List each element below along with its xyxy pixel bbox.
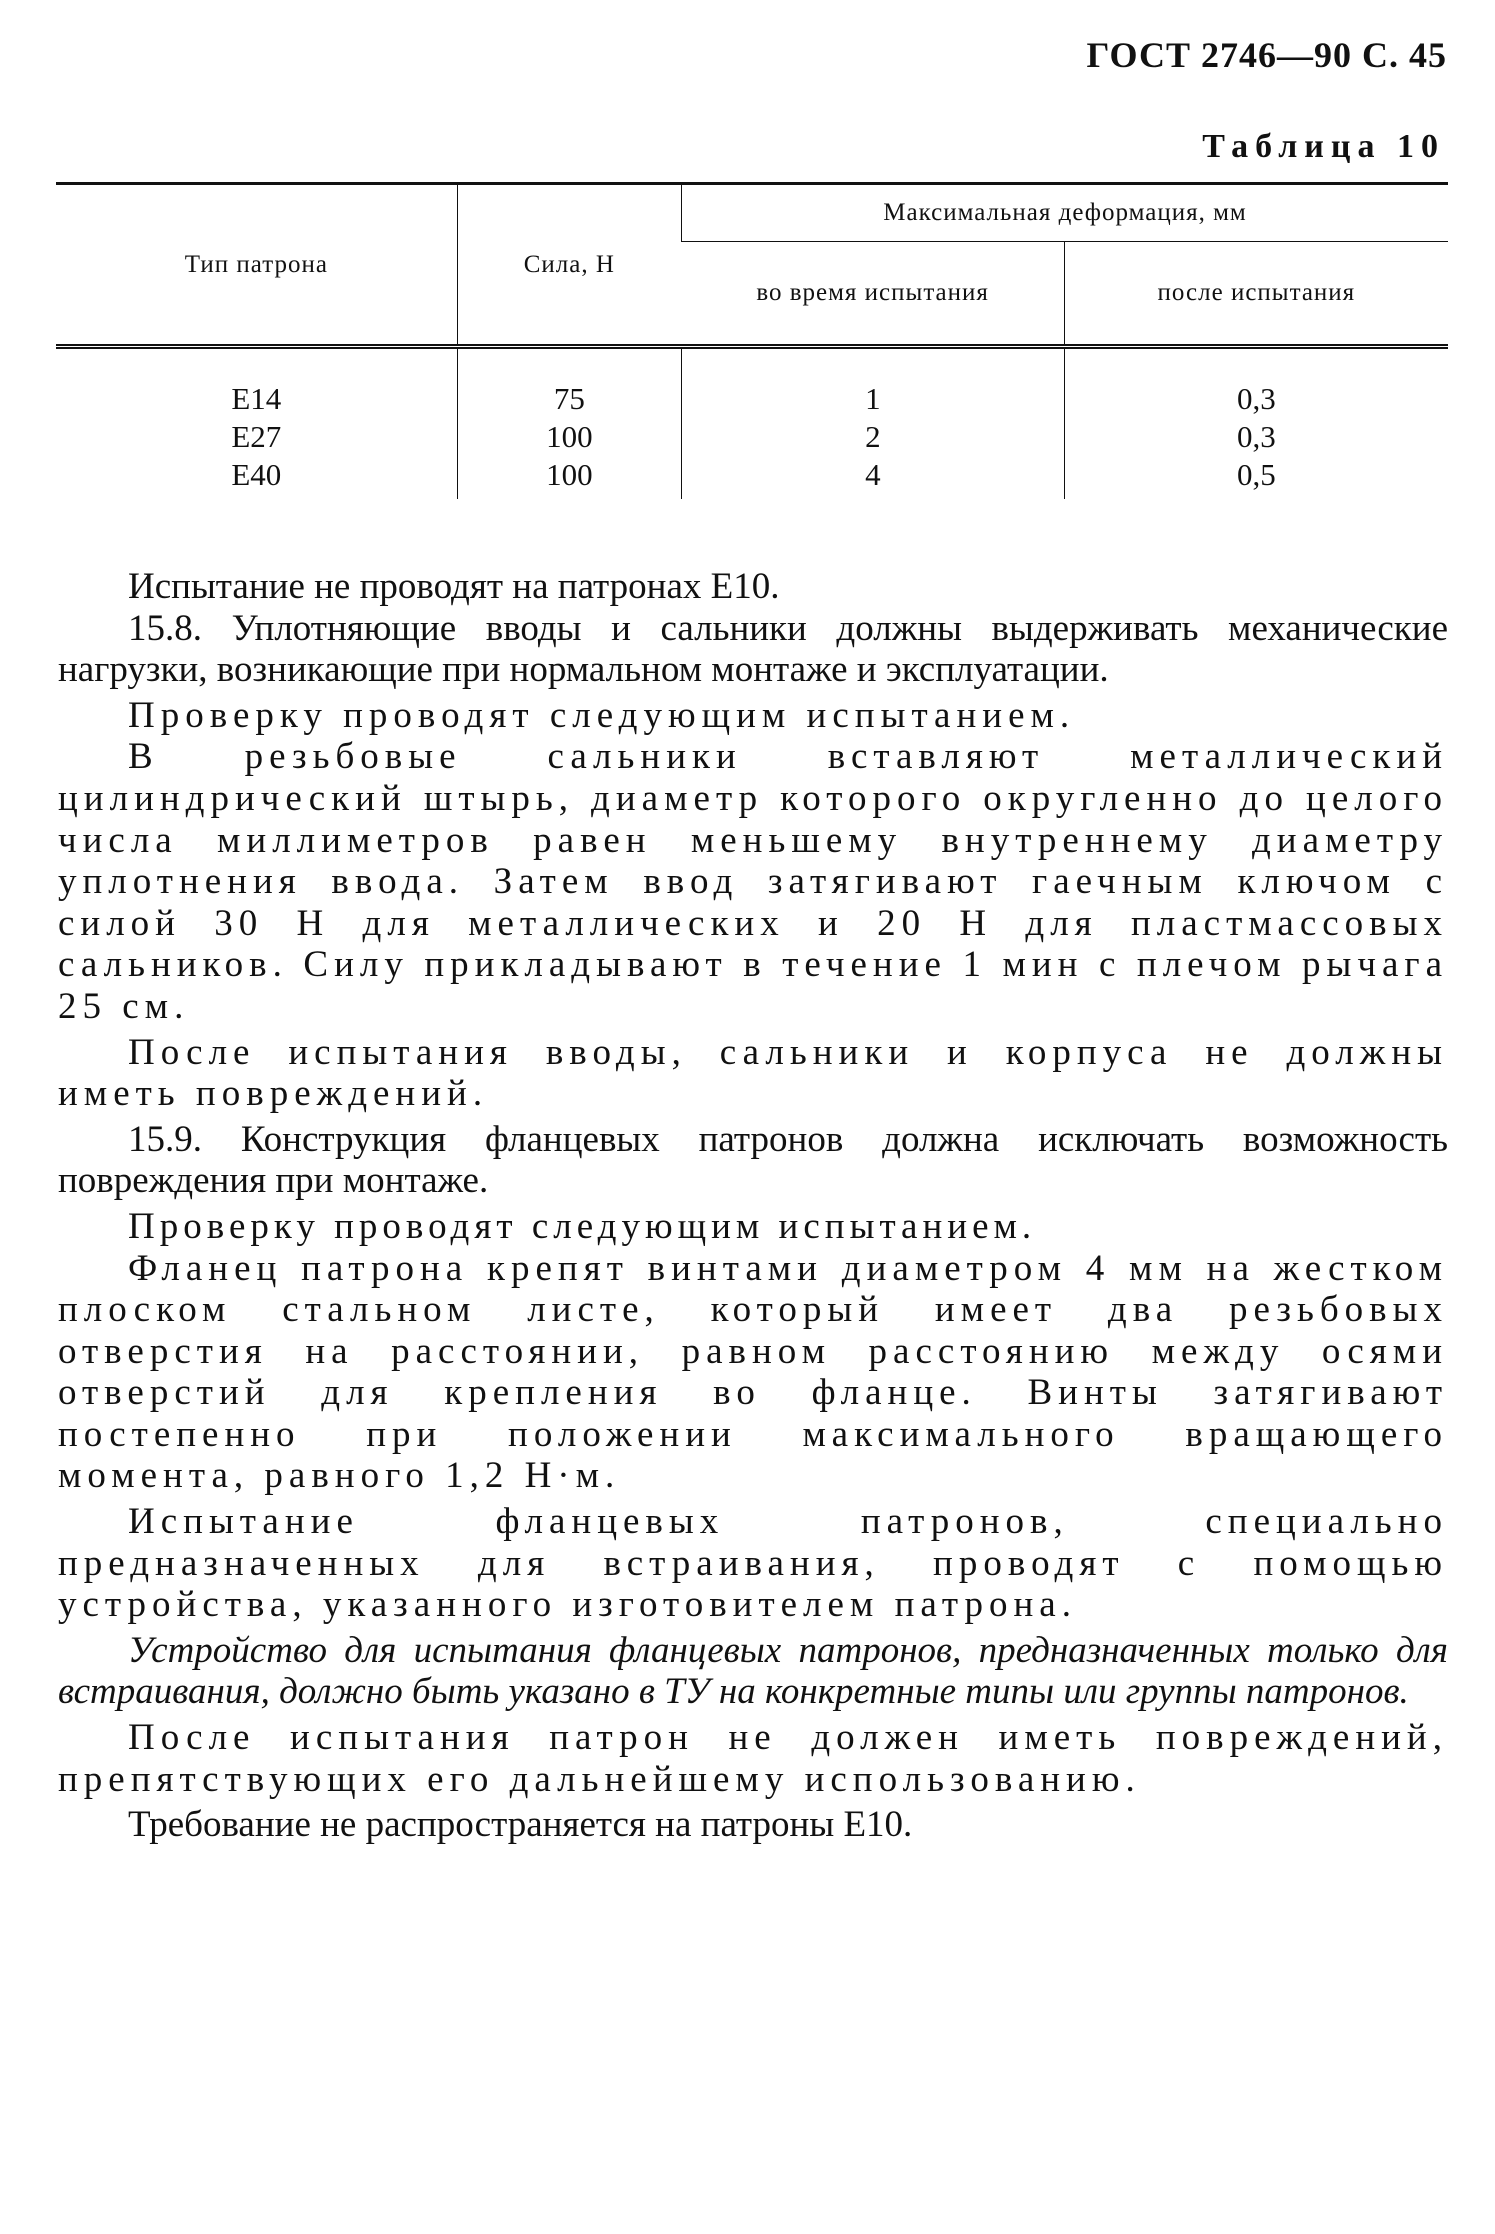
table-row bbox=[56, 347, 1448, 419]
paragraph: Проверку проводят следующим испытанием. bbox=[128, 1205, 1037, 1247]
header-type: Тип патрона bbox=[184, 250, 328, 278]
cell-during: 4 bbox=[682, 456, 1065, 499]
deformation-table bbox=[56, 182, 1448, 499]
cell-after: 0,3 bbox=[1064, 347, 1448, 419]
paragraph: 15.8. Уплотняющие вводы и сальники должны выдерживать механические нагрузки, возникающие при нормальном монтаже и эксплуатации. bbox=[58, 607, 1448, 691]
paragraph: После испытания патрон не должен иметь повреждений, препятствующих его дальнейшему использованию. bbox=[58, 1717, 1448, 1800]
paragraph: Устройство для испытания фланцевых патронов, предназначенных только для встраивания, должно быть указано в ТУ на конкретные типы или группы патронов. bbox=[58, 1629, 1448, 1713]
header-force: Сила, Н bbox=[457, 185, 681, 347]
paragraph: После испытания вводы, сальники и корпуса не должны иметь повреждений. bbox=[58, 1031, 1448, 1115]
cell-force: 75 bbox=[457, 347, 681, 419]
page-header: ГОСТ 2746—90 С. 45 bbox=[1086, 35, 1447, 75]
body-text bbox=[58, 566, 1448, 1846]
table-row bbox=[56, 456, 1448, 499]
paragraph: Требование не распространяется на патроны Е10. bbox=[128, 1804, 913, 1846]
paragraph: В резьбовые сальники вставляют металлический цилиндрический штырь, диаметр которого округленно до целого числа миллиметров равен меньшему внутреннему диаметру уплотнения ввода. Затем ввод затягивают гаечным ключом с силой 30 Н для металлических и 20 Н для пластмассовых сальников. Силу прикладывают в течение 1 мин с плечом рычага 25 см. bbox=[58, 736, 1448, 1027]
paragraph: Испытание не проводят на патронах Е10. bbox=[128, 566, 780, 607]
header-max-deformation: Максимальная деформация, мм bbox=[682, 185, 1449, 242]
header-after-test: после испытания bbox=[1064, 242, 1448, 347]
paragraph: Испытание фланцевых патронов, специально предназначенных для встраивания, проводят с помощью устройства, указанного изготовителем патрона. bbox=[58, 1501, 1448, 1626]
cell-force: 100 bbox=[457, 418, 681, 456]
cell-after: 0,5 bbox=[1064, 456, 1448, 499]
cell-type: E40 bbox=[231, 457, 282, 492]
paragraph: 15.9. Конструкция фланцевых патронов должна исключать возможность повреждения при монтаже. bbox=[58, 1118, 1448, 1202]
cell-type: E27 bbox=[231, 419, 282, 454]
cell-during: 1 bbox=[682, 347, 1065, 419]
cell-during: 2 bbox=[682, 418, 1065, 456]
cell-type: E14 bbox=[56, 347, 457, 419]
paragraph: Проверку проводят следующим испытанием. bbox=[128, 694, 1076, 736]
cell-after: 0,3 bbox=[1064, 418, 1448, 456]
header-during-test: во время испытания bbox=[682, 242, 1065, 347]
paragraph: Фланец патрона крепят винтами диаметром 4 мм на жестком плоском стальном листе, который имеет два резьбовых отверстия на расстоянии, равном расстоянию между осями отверстий для крепления во фланце. Винты затягивают постепенно при положении максимального вращающего момента, равного 1,2 Н·м. bbox=[58, 1247, 1448, 1497]
table-caption: Таблица 10 bbox=[1202, 128, 1445, 165]
table-row bbox=[56, 418, 1448, 456]
cell-force: 100 bbox=[457, 456, 681, 499]
